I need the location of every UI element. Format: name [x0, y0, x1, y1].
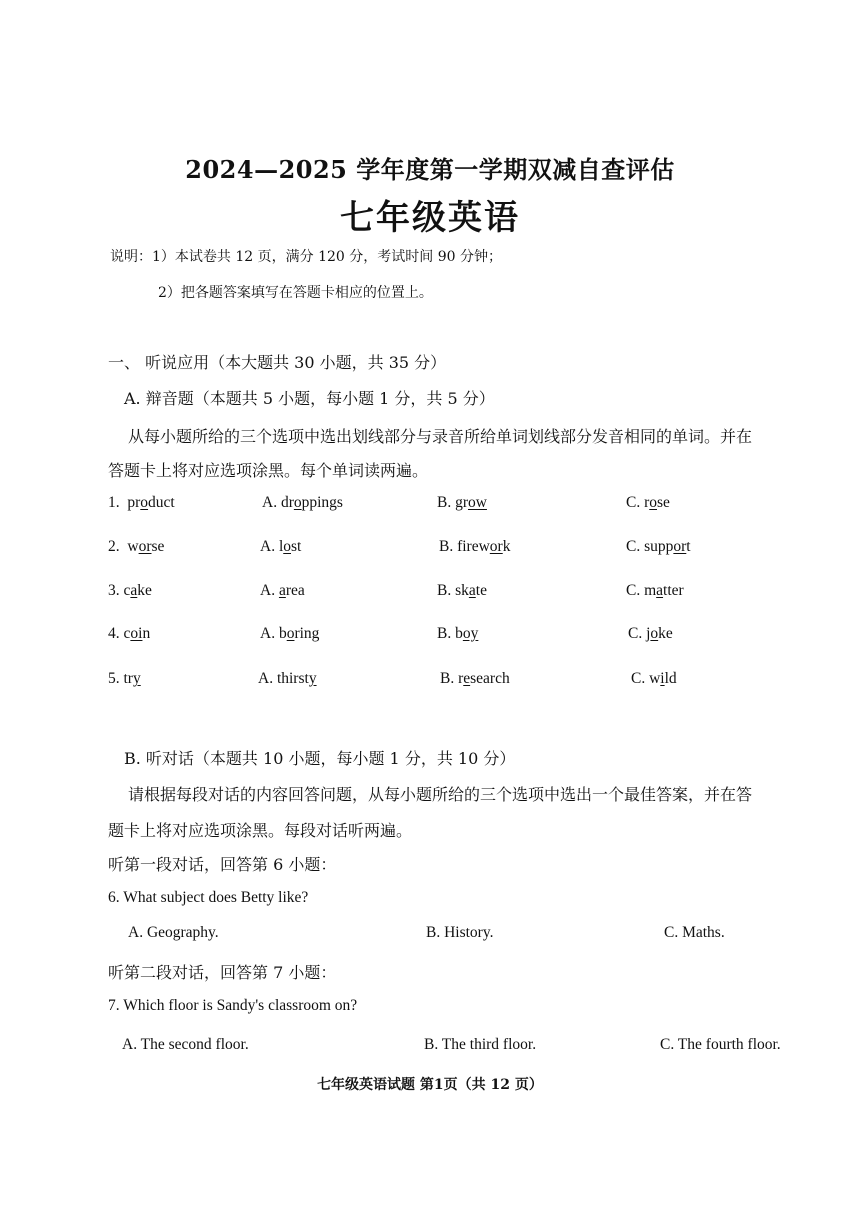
underlined-sound: o: [140, 494, 149, 511]
exam-title: 2024—2025 学年度第一学期双减自查评估: [185, 155, 675, 184]
question-1-stem: 1. product: [108, 494, 175, 511]
question-5-option-a: A. thirsty: [258, 670, 317, 687]
question-7-stem: 7. Which floor is Sandy's classroom on?: [108, 997, 358, 1014]
question-4-option-b: B. boy: [437, 625, 479, 642]
question-5-stem: 5. try: [108, 670, 141, 687]
question-3-stem: 3. cake: [108, 582, 152, 599]
question-7-option-c: C. The fourth floor.: [660, 1036, 781, 1053]
question-1-option-b: B. grow: [437, 494, 487, 511]
exam-subject: 七年级英语: [340, 198, 520, 238]
underlined-sound: o: [293, 494, 302, 511]
question-2-option-c: C. support: [626, 538, 691, 555]
question-3-option-c: C. matter: [626, 582, 684, 599]
instruction-line-1: 说明：1）本试卷共 12 页，满分 120 分，考试时间 90 分钟；: [110, 249, 502, 265]
underlined-sound: a: [278, 582, 286, 599]
underlined-sound: a: [130, 582, 138, 599]
question-6-option-c: C. Maths.: [664, 924, 725, 941]
question-3-option-b: B. skate: [437, 582, 487, 599]
part1-heading: 一、 听说应用（本大题共 30 小题，共 35 分）: [108, 353, 447, 372]
underlined-sound: o: [286, 625, 295, 642]
dialog-1-prompt: 听第一段对话，回答第 6 小题：: [108, 855, 337, 874]
question-4-option-a: A. boring: [260, 625, 320, 642]
sectionA-heading: A. 辩音题（本题共 5 小题，每小题 1 分，共 5 分）: [124, 389, 495, 408]
question-2-option-a: A. lost: [260, 538, 302, 555]
question-3-option-a: A. area: [260, 582, 305, 599]
question-4-stem: 4. coin: [108, 625, 151, 642]
underlined-sound: o: [650, 625, 659, 642]
question-2-stem: 2. worse: [108, 538, 165, 555]
underlined-sound: ow: [468, 494, 487, 511]
question-5-option-c: C. wild: [631, 670, 677, 687]
instruction-line-2: 2）把各题答案填写在答题卡相应的位置上。: [158, 285, 433, 301]
question-6-stem: 6. What subject does Betty like?: [108, 889, 309, 906]
underlined-sound: o: [283, 538, 291, 555]
question-2-option-b: B. firework: [439, 538, 511, 555]
underlined-sound: or: [138, 538, 152, 555]
sectionB-desc-1: 请根据每段对话的内容回答问题，从每小题所给的三个选项中选出一个最佳答案，并在答: [128, 785, 753, 804]
underlined-sound: or: [673, 538, 687, 555]
sectionA-desc-2: 答题卡上将对应选项涂黑。每个单词读两遍。: [108, 461, 429, 480]
underlined-sound: or: [489, 538, 503, 555]
underlined-sound: i: [660, 670, 665, 687]
sectionB-heading: B. 听对话（本题共 10 小题，每小题 1 分，共 10 分）: [124, 749, 516, 768]
underlined-sound: y: [132, 670, 141, 687]
question-1-option-a: A. droppings: [262, 494, 343, 511]
question-6-option-a: A. Geography.: [128, 924, 219, 941]
question-4-option-c: C. joke: [628, 625, 673, 642]
question-6-option-b: B. History.: [426, 924, 494, 941]
underlined-sound: a: [468, 582, 476, 599]
page-footer: 七年级英语试题 第1页（共 12 页）: [317, 1077, 543, 1093]
underlined-sound: oi: [130, 625, 143, 642]
underlined-sound: o: [649, 494, 657, 511]
question-7-option-a: A. The second floor.: [122, 1036, 249, 1053]
underlined-sound: a: [656, 582, 664, 599]
underlined-sound: y: [308, 670, 317, 687]
sectionB-desc-2: 题卡上将对应选项涂黑。每段对话听两遍。: [108, 821, 413, 840]
sectionA-desc-1: 从每小题所给的三个选项中选出划线部分与录音所给单词划线部分发音相同的单词。并在: [128, 427, 753, 446]
question-1-option-c: C. rose: [626, 494, 670, 511]
question-5-option-b: B. research: [440, 670, 510, 687]
underlined-sound: e: [463, 670, 471, 687]
underlined-sound: oy: [462, 625, 479, 642]
question-7-option-b: B. The third floor.: [424, 1036, 537, 1053]
dialog-2-prompt: 听第二段对话，回答第 7 小题：: [108, 963, 337, 982]
